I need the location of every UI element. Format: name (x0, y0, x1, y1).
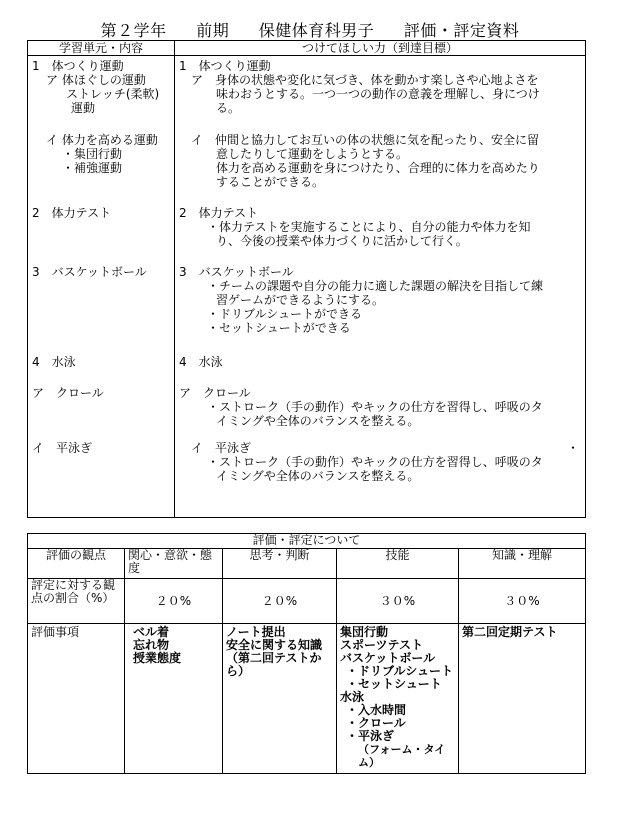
target-line: ・ストローク（手の動作）やキックの仕方を習得し、呼吸のタ (207, 400, 543, 414)
evaluation-title: 評価・評定について (28, 534, 586, 549)
item: ・クロール (346, 716, 406, 730)
ratio-value: ２０% (223, 579, 337, 624)
title-term: 前期 (196, 21, 230, 40)
item: （フォーム・タイム） (358, 743, 446, 769)
unit-column (28, 56, 175, 518)
title-doc: 評価・評定資料 (403, 21, 520, 40)
unit-line: ア 体ほぐしの運動 (46, 73, 146, 87)
target-line: ・セットシュートができる (207, 321, 351, 335)
goals-header-unit: 学習単元・内容 (28, 41, 175, 56)
items-knowledge (459, 624, 586, 774)
goals-header-target: つけてほしい力（到達目標） (175, 41, 586, 56)
row-label-ratio: 評定に対する観点の割合（%） (28, 579, 125, 624)
unit-line: 2 体力テスト (32, 206, 112, 220)
target-line: る。 (216, 101, 241, 115)
viewpoint-header: 関心・意欲・態度 (125, 549, 223, 579)
item: 授業態度 (133, 651, 182, 665)
unit-line: イ 平泳ぎ (32, 441, 93, 455)
unit-line: 運動 (71, 101, 96, 115)
title-grade: 第２学年 (100, 21, 167, 40)
unit-line: イ 体力を高める運動 (46, 133, 158, 147)
target-line: り、今後の授業や体力づくりに活かして行く。 (216, 234, 468, 248)
row-label-viewpoint: 評価の観点 (28, 549, 125, 579)
target-line: ア クロール (179, 386, 251, 400)
item: ベル着 (133, 625, 170, 639)
item: ・入水時間 (346, 703, 407, 717)
ratio-value: ３０% (337, 579, 459, 624)
target-line: イミングや全体のバランスを整える。 (216, 469, 420, 483)
target-line: ・ストローク（手の動作）やキックの仕方を習得し、呼吸のタ (207, 455, 543, 469)
viewpoint-header: 技能 (337, 549, 459, 579)
target-column (175, 56, 586, 518)
stray-dot: ・ (567, 441, 580, 455)
target-line: 意したりして運動をしようとする。 (216, 147, 409, 161)
target-line: イ 平泳ぎ (191, 441, 252, 455)
items-thinking (223, 624, 337, 774)
target-line: 味わおうとする。一つ一つの動作の意義を理解し、身につけ (216, 87, 540, 101)
target-line: 3 バスケットボール (179, 265, 294, 279)
unit-line: ・補強運動 (62, 161, 123, 175)
target-line: 習ゲームができるようにする。 (216, 293, 385, 307)
evaluation-table (27, 533, 586, 774)
title-subject: 保健体育科男子 (258, 21, 375, 40)
target-line: 4 水泳 (179, 355, 223, 369)
items-skill (337, 624, 459, 774)
item: 忘れ物 (133, 638, 170, 652)
item: （第二回テストから） (226, 651, 322, 678)
item: 集団行動 (340, 625, 389, 639)
unit-line: 1 体つくり運動 (32, 59, 124, 73)
items-interest (125, 624, 223, 774)
target-line: イミングや全体のバランスを整える。 (216, 414, 420, 428)
unit-line: 3 バスケットボール (32, 265, 147, 279)
target-line: 体力を高める運動を身につけたり、合理的に体力を高めたり (216, 161, 540, 175)
item: ・平泳ぎ (346, 729, 395, 743)
target-line: ・チームの課題や自分の能力に適した課題の解決を目指して練 (207, 279, 544, 293)
item: ノート提出 (226, 625, 286, 639)
unit-line: ・集団行動 (62, 147, 123, 161)
target-line: することができる。 (216, 175, 325, 189)
goals-table (27, 40, 586, 518)
item: ・セットシュート (346, 677, 442, 691)
target-line: ・ドリブルシュートができる (207, 307, 362, 321)
target-line: ・体力テストを実施することにより、自分の能力や体力を知 (207, 220, 531, 234)
item: バスケットボール (340, 651, 436, 665)
item: 水泳 (340, 690, 365, 704)
target-line: 1 体つくり運動 (179, 59, 271, 73)
document-title (0, 18, 620, 41)
target-line: 2 体力テスト (179, 206, 259, 220)
unit-line: 4 水泳 (32, 355, 76, 369)
viewpoint-header: 思考・判断 (223, 549, 337, 579)
ratio-value: ２０% (125, 579, 223, 624)
target-line: ア 身体の状態や変化に気づき、体を動かす楽しさや心地よさを (191, 73, 539, 87)
row-label-items: 評価事項 (28, 624, 125, 774)
item: スポーツテスト (340, 638, 424, 652)
target-line: イ 仲間と協力してお互いの体の状態に気を配ったり、安全に留 (191, 133, 540, 147)
ratio-value: ３０% (459, 579, 586, 624)
unit-line: ア クロール (32, 386, 104, 400)
unit-line: ストレッチ(柔軟) (66, 87, 160, 101)
item: 第二回定期テスト (462, 625, 558, 639)
viewpoint-header: 知識・理解 (459, 549, 586, 579)
item: 安全に関する知識 (226, 638, 323, 652)
item: ・ドリブルシュート (346, 664, 453, 678)
